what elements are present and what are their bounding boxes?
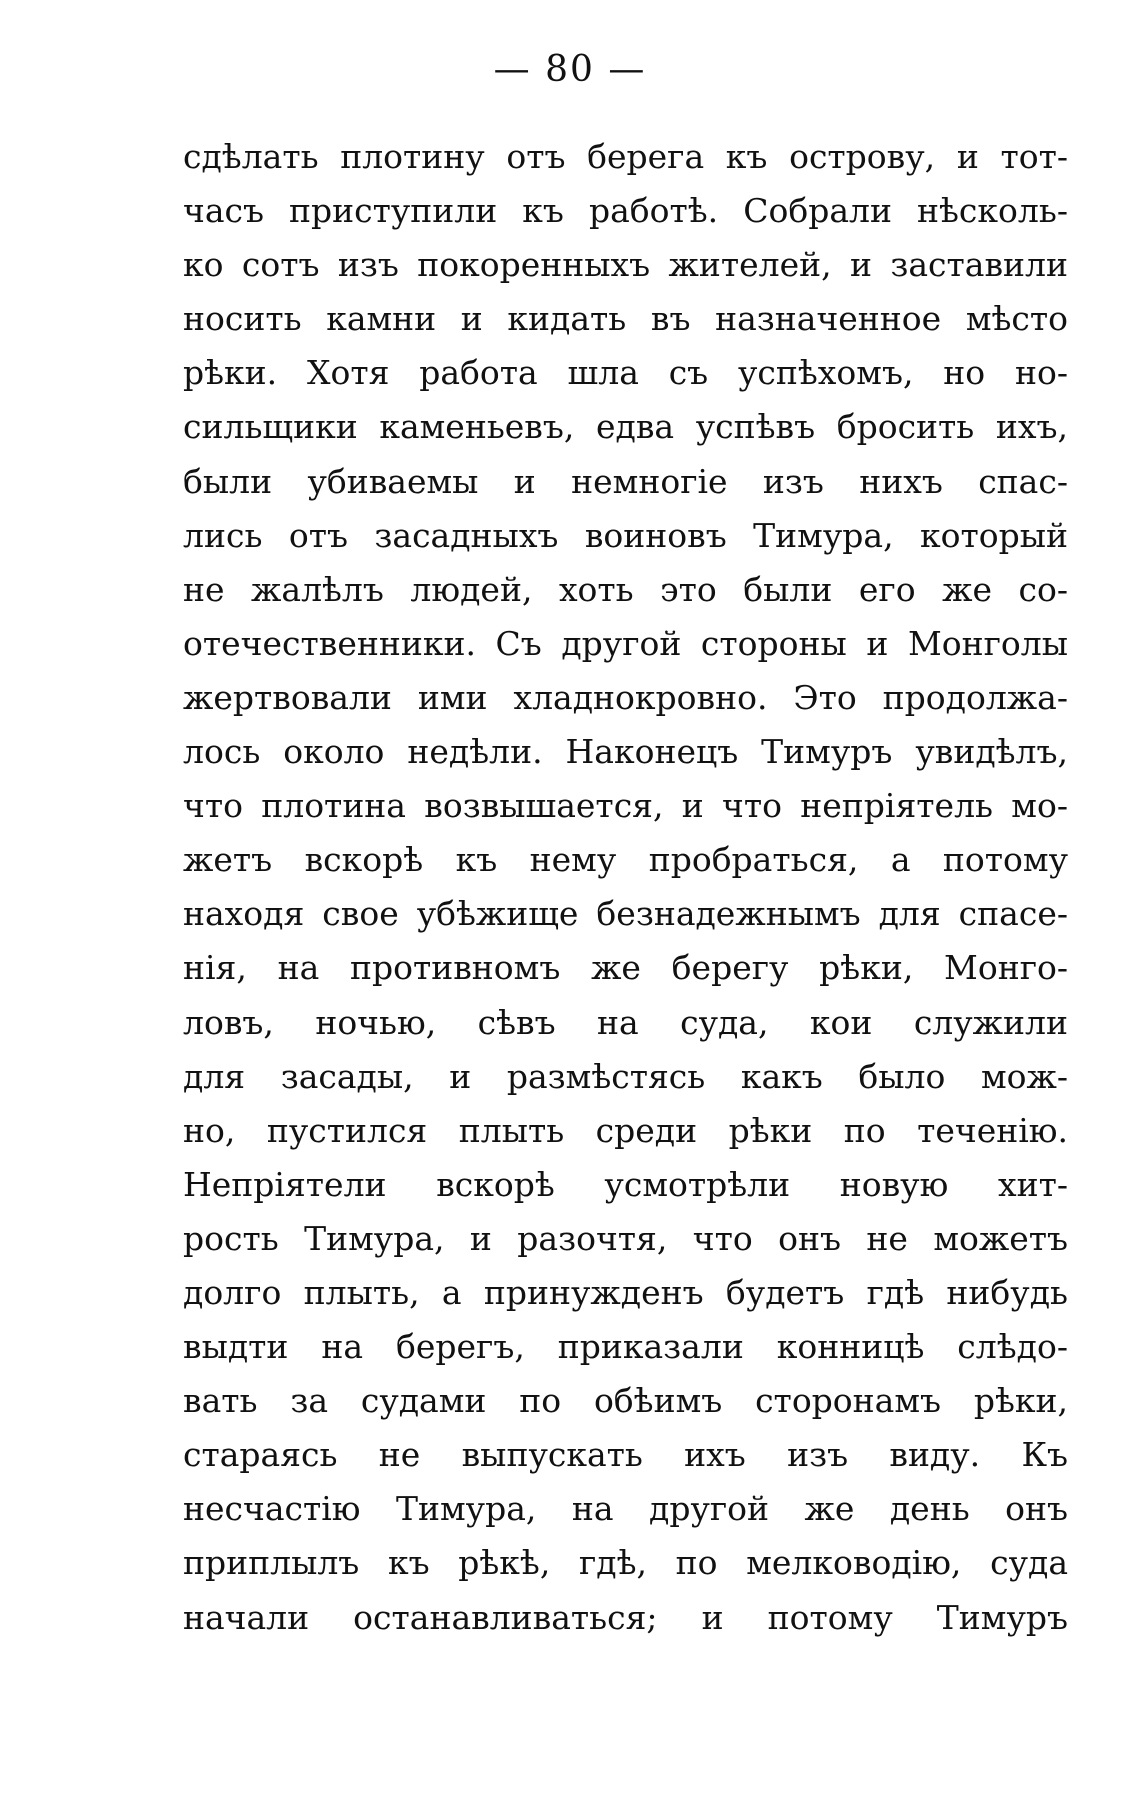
text-line: для засады, и размѣстясь какъ было мож- bbox=[183, 1056, 1068, 1096]
text-line: жертвовали ими хладнокровно. Это продолжа- bbox=[183, 677, 1068, 717]
text-line: выдти на берегъ, приказали конницѣ слѣдо- bbox=[183, 1327, 1068, 1367]
text-line: жетъ вскорѣ къ нему пробраться, а потому bbox=[183, 840, 1068, 880]
text-line: вать за судами по обѣимъ сторонамъ рѣки, bbox=[183, 1381, 1068, 1421]
text-line: сдѣлать плотину отъ берега къ острову, и тот- bbox=[183, 137, 1068, 176]
text-line: лись отъ засадныхъ воиновъ Тимура, который bbox=[183, 515, 1068, 555]
text-line: долго плыть, а принужденъ будетъ гдѣ нибудь bbox=[183, 1272, 1068, 1312]
text-line: не жалѣлъ людей, хоть это были его же со- bbox=[183, 569, 1068, 609]
text-line: находя свое убѣжище безнадежнымъ для спасе- bbox=[183, 894, 1068, 934]
text-line: начали останавливаться; и потому Тимуръ bbox=[183, 1597, 1068, 1637]
text-line: ко сотъ изъ покоренныхъ жителей, и заставили bbox=[183, 245, 1068, 285]
text-line: нія, на противномъ же берегу рѣки, Монго- bbox=[183, 948, 1068, 988]
text-line: что плотина возвышается, и что непріятель мо- bbox=[183, 786, 1068, 826]
text-line: отечественники. Съ другой стороны и Монголы bbox=[183, 623, 1068, 663]
text-line: ловъ, ночью, сѣвъ на суда, кои служили bbox=[183, 1002, 1068, 1042]
text-line: часъ приступили къ работѣ. Собрали нѣсколь- bbox=[183, 191, 1068, 231]
text-line: несчастію Тимура, на другой же день онъ bbox=[183, 1489, 1068, 1529]
body-text bbox=[183, 130, 1068, 1645]
text-line: приплылъ къ рѣкѣ, гдѣ, по мелководію, суда bbox=[183, 1543, 1068, 1583]
text-line: сильщики каменьевъ, едва успѣвъ бросить ихъ, bbox=[183, 407, 1068, 447]
text-line: стараясь не выпускать ихъ изъ виду. Къ bbox=[183, 1435, 1068, 1475]
text-line: носить камни и кидать въ назначенное мѣсто bbox=[183, 299, 1068, 339]
text-line: лось около недѣли. Наконецъ Тимуръ увидѣлъ, bbox=[183, 732, 1068, 772]
text-line: рость Тимура, и разочтя, что онъ не можетъ bbox=[183, 1218, 1068, 1258]
text-line: рѣки. Хотя работа шла съ успѣхомъ, но но- bbox=[183, 353, 1068, 393]
page-number: — 80 — bbox=[493, 49, 647, 90]
text-line: были убиваемы и немногіе изъ нихъ спас- bbox=[183, 461, 1068, 501]
text-line: но, пустился плыть среди рѣки по теченію. bbox=[183, 1110, 1068, 1150]
text-line: Непріятели вскорѣ усмотрѣли новую хит- bbox=[183, 1164, 1068, 1204]
